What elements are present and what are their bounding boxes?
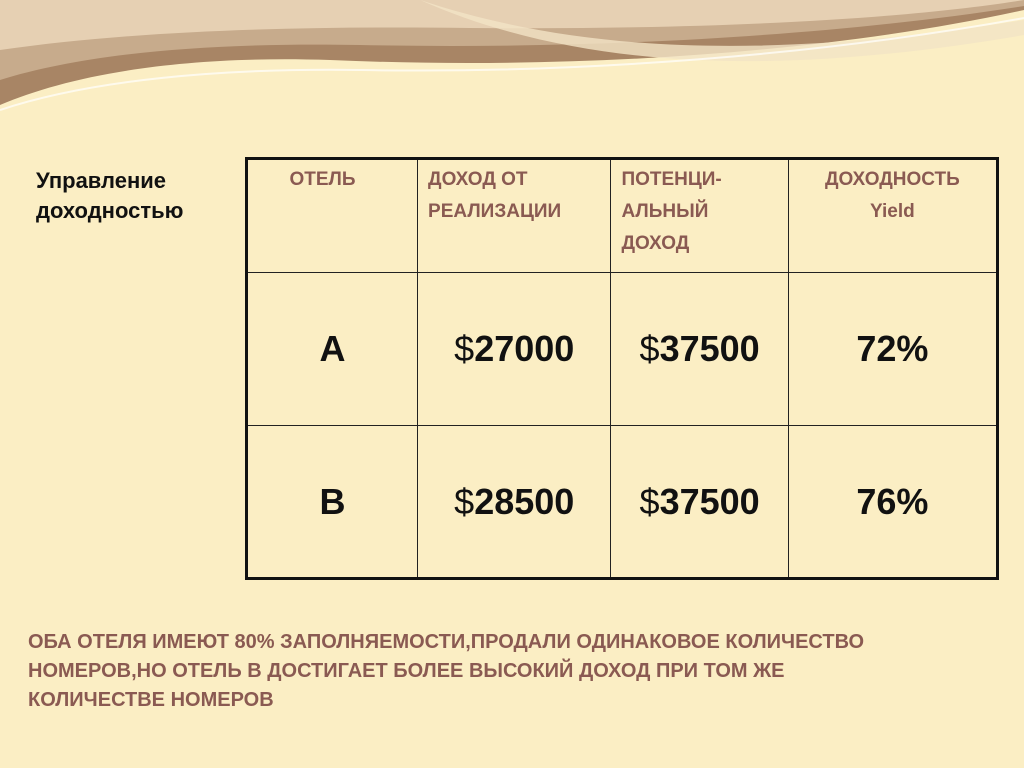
footer-note [28,628,1008,715]
decorative-wave-banner [0,0,1024,130]
section-title-line-1: Управление [36,168,167,193]
yield-cell: 76% [788,426,997,579]
revenue-cell: $28500 [418,426,611,579]
potential-cell: $37500 [611,426,788,579]
column-header-hotel: ОТЕЛЬ [247,159,418,273]
yield-table [245,157,999,580]
potential-cell: $37500 [611,273,788,426]
table-row [247,273,998,426]
hotel-cell: В [247,426,418,579]
section-title [36,166,183,226]
footer-line-2: НОМЕРОВ,НО ОТЕЛЬ В ДОСТИГАЕТ БОЛЕЕ ВЫСОКИЙ ДОХОД ПРИ ТОМ ЖЕ [28,660,785,682]
table-header-row [247,159,998,273]
footer-line-3: КОЛИЧЕСТВЕ НОМЕРОВ [28,689,274,711]
hotel-cell: А [247,273,418,426]
column-header-potential: ПОТЕНЦИ- АЛЬНЫЙ ДОХОД [611,159,788,273]
table-row [247,426,998,579]
section-title-line-2: доходностью [36,198,184,223]
yield-cell: 72% [788,273,997,426]
revenue-cell: $27000 [418,273,611,426]
footer-line-1: ОБА ОТЕЛЯ ИМЕЮТ 80% ЗАПОЛНЯЕМОСТИ,ПРОДАЛИ ОДИНАКОВОЕ КОЛИЧЕСТВО [28,631,865,653]
column-header-revenue: ДОХОД ОТ РЕАЛИЗАЦИИ [418,159,611,273]
column-header-yield: ДОХОДНОСТЬ Yield [788,159,997,273]
